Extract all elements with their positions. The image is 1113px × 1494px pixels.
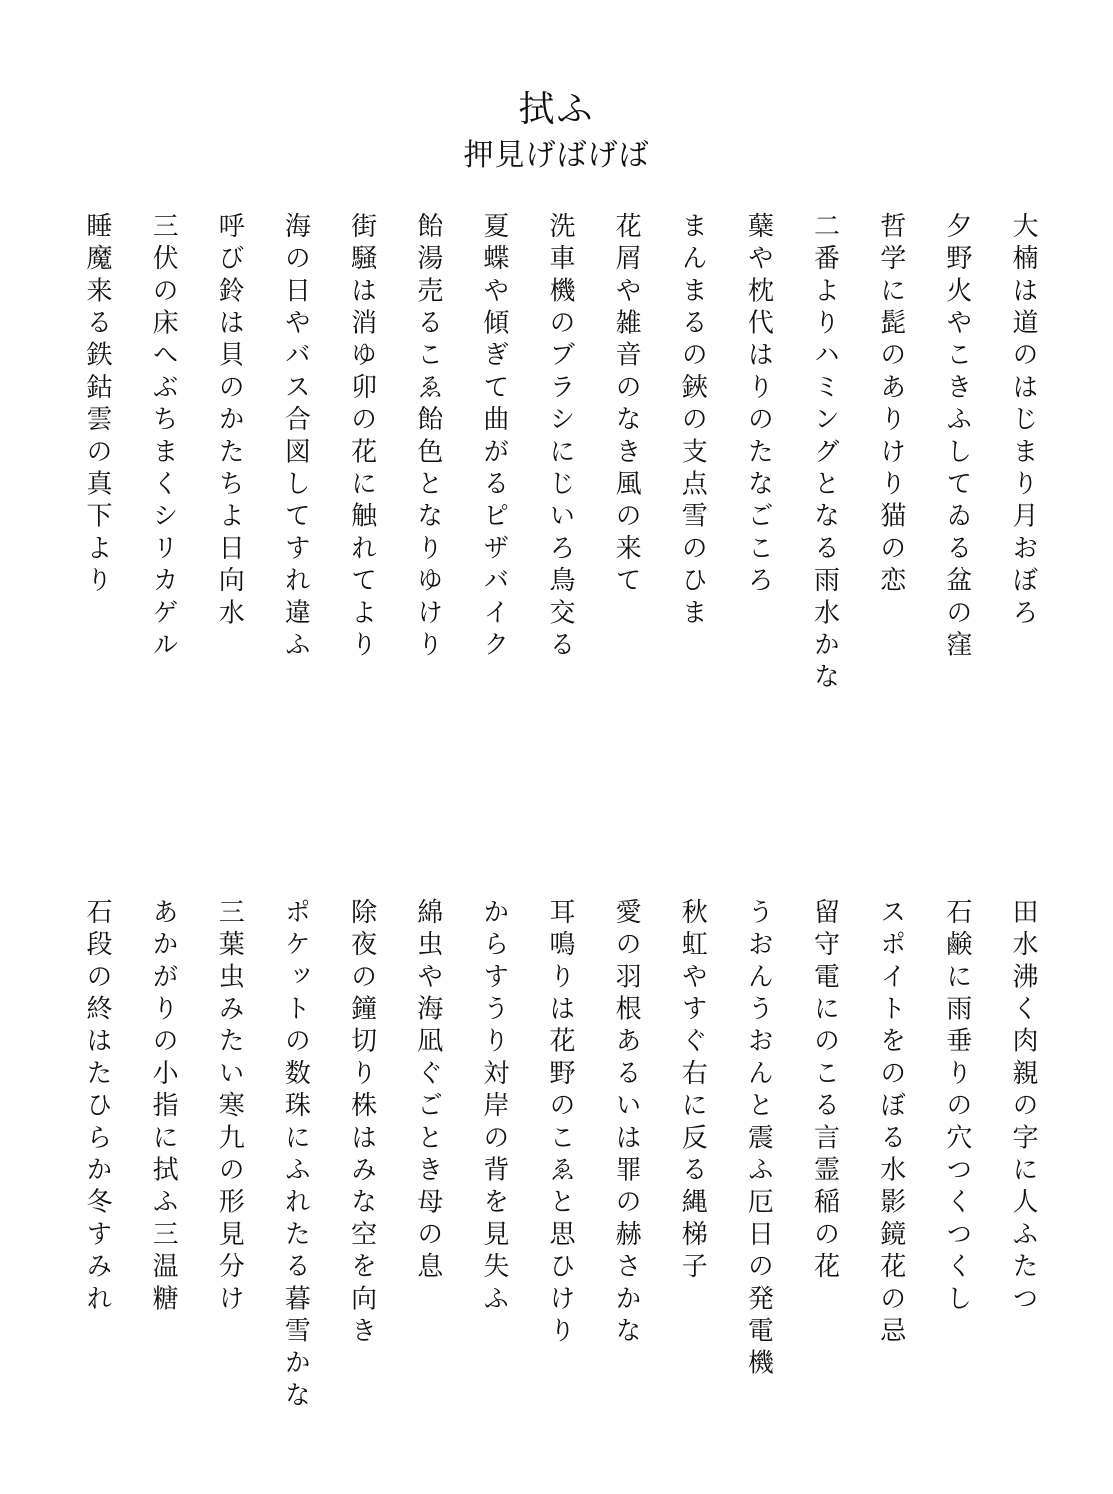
- haiku-line: 飴湯売るこゑ飴色となりゆけり: [412, 212, 443, 663]
- haiku-line: スポイトをのぼる水影鏡花の忌: [875, 898, 906, 1349]
- haiku-line: 街騒は消ゆ卯の花に触れてより: [346, 212, 377, 663]
- author-name: 押見げばげば: [463, 138, 650, 173]
- haiku-line: 睡魔来る鉄鈷雲の真下より: [82, 212, 112, 599]
- haiku-line: 夏蝶や傾ぎて曲がるピザバイク: [478, 212, 509, 663]
- haiku-line: ポケットの数珠にふれたる暮雪かな: [280, 898, 311, 1414]
- haiku-line: 耳鳴りは花野のこゑと思ひけり: [544, 898, 575, 1349]
- haiku-line: 三葉虫みたい寒九の形見分け: [214, 898, 245, 1317]
- haiku-line: からすうり対岸の背を見失ふ: [478, 898, 509, 1317]
- haiku-line: 大楠は道のはじまり月おぼろ: [1007, 212, 1038, 631]
- haiku-line: あかがりの小指に拭ふ三温糖: [148, 898, 179, 1317]
- haiku-line: 夕野火やこきふしてゐる盆の窪: [941, 212, 972, 663]
- haiku-line: 蘖や枕代はりのたなごころ: [743, 212, 774, 599]
- haiku-line: 愛の羽根あるいは罪の赫さかな: [611, 898, 642, 1349]
- haiku-line: まんまるの鋏の支点雪のひま: [677, 212, 708, 631]
- haiku-line: 石段の終はたひらか冬すみれ: [82, 898, 112, 1317]
- haiku-line: 秋虹やすぐ右に反る縄梯子: [677, 898, 708, 1285]
- haiku-line: 田水沸く肉親の字に人ふたつ: [1007, 898, 1038, 1317]
- haiku-block-bottom: [80, 898, 1040, 1418]
- haiku-line: 綿虫や海凪ぐごとき母の息: [412, 898, 443, 1285]
- haiku-line: 二番よりハミングとなる雨水かな: [809, 212, 840, 695]
- haiku-line: 海の日やバス合図してすれ違ふ: [280, 212, 311, 663]
- haiku-line: 除夜の鐘切り株はみな空を向き: [346, 898, 377, 1349]
- haiku-line: うおんうおんと震ふ厄日の発電機: [743, 898, 774, 1381]
- haiku-line: 洗車機のブラシにじいろ鳥交る: [544, 212, 575, 663]
- haiku-line: 花屑や雑音のなき風の来て: [611, 212, 642, 599]
- haiku-line: 石鹸に雨垂りの穴つくつくし: [941, 898, 972, 1317]
- haiku-line: 留守電にのこる言霊稲の花: [809, 898, 840, 1285]
- haiku-block-top: [80, 212, 1040, 695]
- haiku-line: 哲学に髭のありけり猫の恋: [875, 212, 906, 599]
- haiku-line: 呼び鈴は貝のかたちよ日向水: [214, 212, 245, 631]
- page-title: 拭ふ: [518, 89, 595, 130]
- haiku-line: 三伏の床へぶちまくシリカゲル: [148, 212, 179, 663]
